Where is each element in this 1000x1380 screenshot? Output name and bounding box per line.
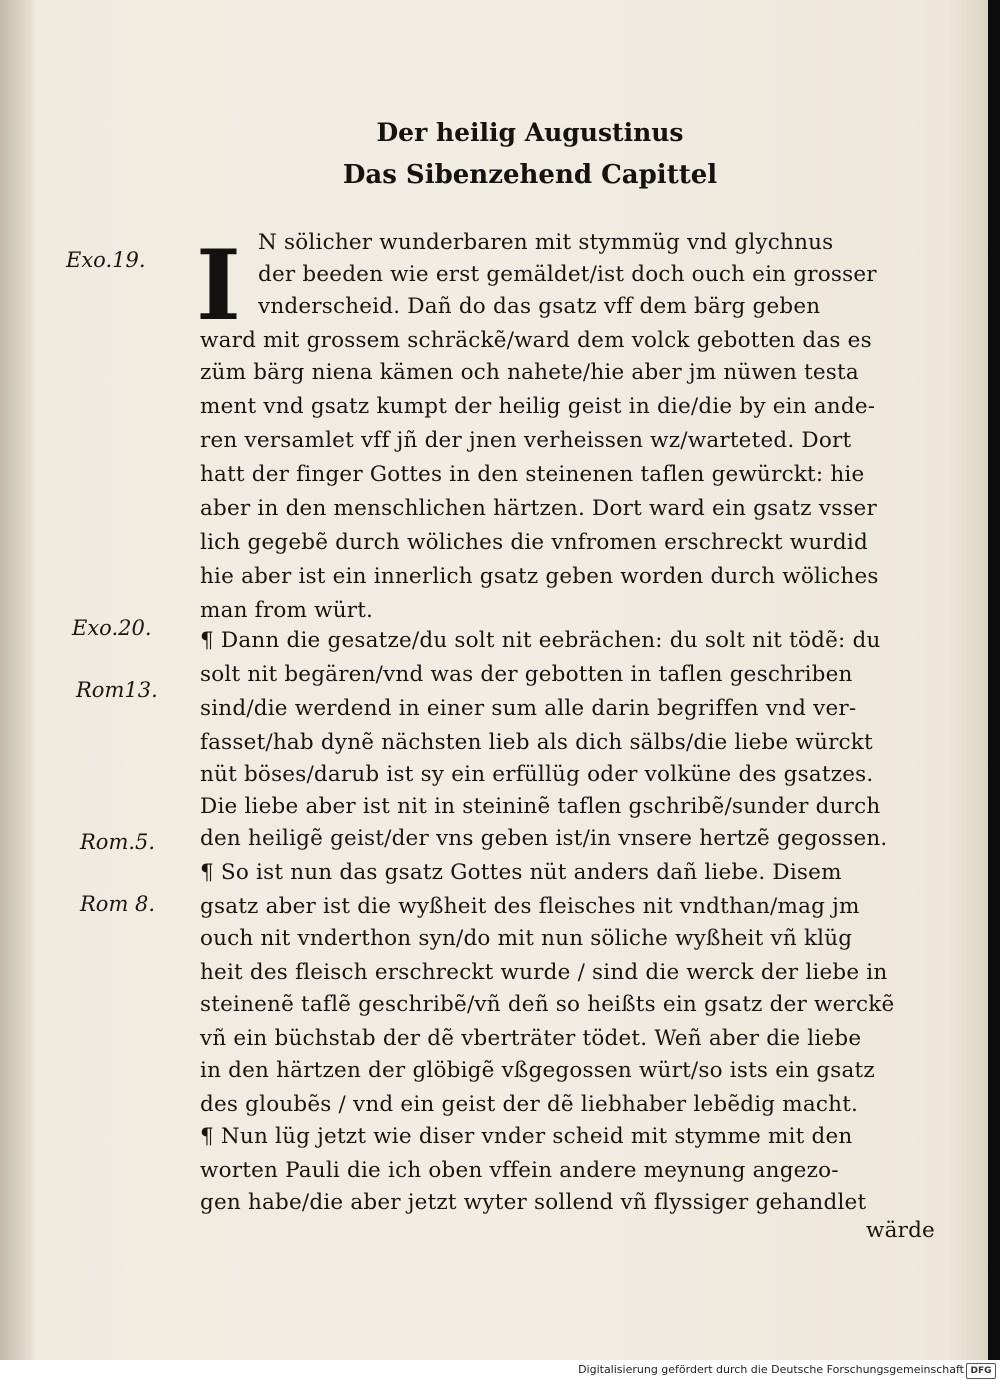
text-line: gsatz aber ist die wyßheit des fleisches nit vndthan/mag jm: [200, 894, 860, 919]
gutter-shadow: [0, 0, 38, 1360]
text-line: aber in den menschlichen härtzen. Dort ward ein gsatz vsser: [200, 496, 877, 521]
catchword: wärde: [866, 1218, 935, 1243]
text-line: sind/die werdend in einer sum alle darin begriffen vnd ver-: [200, 696, 857, 721]
margin-note: Rom.5.: [80, 830, 156, 854]
text-line: den heiligẽ geist/der vns geben ist/in vnsere hertzẽ gegossen.: [200, 826, 888, 851]
text-line: vñ ein büchstab der dẽ vberträter tödet. Weñ aber die liebe: [200, 1026, 862, 1051]
margin-note: Exo.19.: [66, 248, 146, 272]
text-line: ¶ Nun lüg jetzt wie diser vnder scheid mit stymme mit den: [200, 1124, 853, 1149]
text-line: ¶ Dann die gesatze/du solt nit eebrächen: du solt nit tödẽ: du: [200, 628, 881, 653]
text-line: heit des fleisch erschreckt wurde / sind die werck der liebe in: [200, 960, 888, 985]
text-line: steinenẽ taflẽ geschribẽ/vñ deñ so heißts ein gsatz der werckẽ: [200, 992, 895, 1017]
text-line: worten Pauli die ich oben vffein andere meynung angezo-: [200, 1158, 839, 1183]
text-line: ward mit grossem schräckẽ/ward dem volck gebotten das es: [200, 328, 872, 353]
text-line: ren versamlet vff jñ der jnen verheissen wz/warteted. Dort: [200, 428, 852, 453]
text-line: des gloubẽs / vnd ein geist der dẽ liebhaber lebẽdig macht.: [200, 1092, 859, 1117]
text-line: fasset/hab dynẽ nächsten lieb als dich sälbs/die liebe würckt: [200, 730, 873, 755]
text-line: hatt der finger Gottes in den steinenen taflen gewürckt: hie: [200, 462, 865, 487]
text-line: in den härtzen der glöbigẽ vßgegossen würt/so ists ein gsatz: [200, 1058, 875, 1083]
text-line: lich gegebẽ durch wöliches die vnfromen erschreckt wurdid: [200, 530, 868, 555]
text-line: der beeden wie erst gemäldet/ist doch ouch ein grosser: [258, 262, 877, 287]
text-line: ouch nit vnderthon syn/do mit nun söliche wyßheit vñ klüg: [200, 926, 853, 951]
margin-note: Rom13.: [76, 678, 158, 702]
text-line: man from würt.: [200, 598, 374, 623]
text-line: ment vnd gsatz kumpt der heilig geist in die/die by ein ande-: [200, 394, 876, 419]
text-line: gen habe/die aber jetzt wyter sollend vñ flyssiger gehandlet: [200, 1190, 867, 1215]
text-line: nüt böses/darub ist sy ein erfüllüg oder volküne des gsatzes.: [200, 762, 874, 787]
scan-edge: [988, 0, 1000, 1360]
drop-cap-initial: I: [196, 229, 241, 342]
text-line: züm bärg niena kämen och nahete/hie aber jm nüwen testa: [200, 360, 859, 385]
funding-notice: Digitalisierung gefördert durch die Deutsche Forschungsgemeinschaft: [578, 1363, 964, 1376]
margin-note: Rom 8.: [80, 892, 156, 916]
dfg-logo: DFG: [966, 1363, 996, 1379]
chapter-heading: Das Sibenzehend Capittel: [342, 160, 718, 190]
text-line: ¶ So ist nun das gsatz Gottes nüt anders dañ liebe. Disem: [200, 860, 842, 885]
margin-note: Exo.20.: [72, 616, 152, 640]
text-line: N sölicher wunderbaren mit stymmüg vnd glychnus: [258, 230, 834, 255]
text-line: hie aber ist ein innerlich gsatz geben worden durch wöliches: [200, 564, 879, 589]
text-line: solt nit begären/vnd was der gebotten in taflen geschriben: [200, 662, 853, 687]
text-line: Die liebe aber ist nit in steininẽ taflen gschribẽ/sunder durch: [200, 794, 881, 819]
footer-bar: [0, 1360, 1000, 1380]
text-line: vnderscheid. Dañ do das gsatz vff dem bärg geben: [258, 294, 821, 319]
page-title: Der heilig Augustinus: [376, 118, 684, 147]
